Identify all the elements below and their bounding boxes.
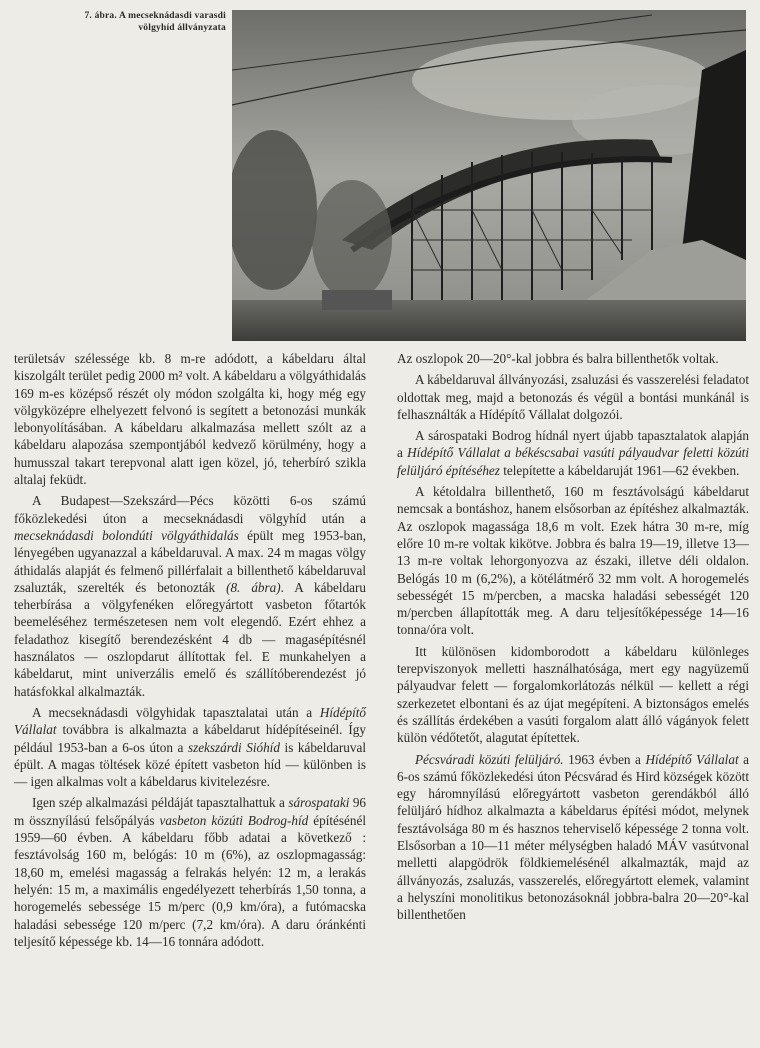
- paragraph: [397, 350, 749, 367]
- paragraph-text: épült meg 1953-ban, lényegében ugyanazzal a kábeldaruval. A max. 24 m magas völgy áthidalás alapját és felmenő pillérfalait a billenthető kábeldaruval zsaluzták, szerelték és betonozták: [14, 527, 366, 595]
- paragraph-text: A kétoldalra billenthető, 160 m fesztávolságú kábeldarut nemcsak a bontáshoz, hanem elsősorban az építéshez alkalmazták. Az oszlopok magassága 18,6 m volt. Ezek hátra 30 m-re, míg előre 10 m-re voltak kikötve. Jobbra és balra 19—19, illetve 13—13 m-re voltak lehorgonyozva az északi, illetve déli oldalon. Belógás 10 m (6,2%), a kötélátmérő 32 mm volt. A horogemelés sebességét 15 m/percben, a macska haladási sebességét 120 m/percben állapították meg. A daru teljesítőképessége 14—16 tonna/óra volt.: [397, 484, 749, 638]
- paragraph: [14, 794, 366, 950]
- figure-caption: [14, 10, 226, 34]
- paragraph: [397, 751, 749, 924]
- paragraph-text: építésénél 1959—60 évben. A kábeldaru főbb adatai a következő : fesztávolság 160 m, belógás: 10 m (6%), az oszlopmagasság: 18,60 m, emelési magasság a felrakás helyén: 12 m, a lerakás helyén: 15 m, a maximális engedélyezett teherbírás 1,50 tonna, a horogemelés sebessége 15 m/perc (0,9 km/óra), a futómacska haladási sebessége 120 m/perc (7,2 km/óra). A daru óránkénti teljesítő képessége kb. 14—16 tonnára adódott.: [14, 812, 367, 949]
- italic-term: vasbeton közúti Bodrog-híd: [159, 812, 309, 828]
- figure-reference: (8. ábra): [226, 579, 281, 595]
- paragraph: [14, 492, 366, 700]
- paragraph: [14, 350, 366, 488]
- paragraph-text: is kábeldaruval épült. A magas töltések közé épített vasbeton híd — különben is — igen alkalmas volt a kábeldarus kivitelezésre.: [14, 739, 366, 790]
- paragraph-text: továbbra is alkalmazta a kábeldarut hídépítéseinél. Így például 1953-ban a 6-os úton a: [14, 722, 366, 755]
- paragraph-text: Itt különösen kidomborodott a kábeldaru különleges terepviszonyok melletti használhatósága, mert egy nagyüzemű pályaudvar felett — forgalomkorlátozás nélkül — kellett a régi szerkezetet elbontani és az újat megépíteni. A biztonságos emelés és szállítás érdekében a vasúti forgalom alatt álló vágányok felett külön védőtetőt, alagutat építettek.: [397, 643, 749, 746]
- right-column: [397, 350, 749, 928]
- paragraph-text: Az oszlopok 20—20°-kal jobbra és balra billenthetők voltak.: [397, 351, 719, 366]
- paragraph-text: . A kábeldaru teherbírása a völgyfenéken előregyártott vasbeton főtartók beemeléséhez természetesen nem volt elegendő. Ezért ehhez a feladathoz kisegítő berendezésként 4 db — magasépítésnél használatos — oszlopdarut állítottak fel. E munkahelyen a kábeldarut, mint univerzális emelő és szállítóberendezést jó hatásfokkal alkalmazták.: [14, 579, 367, 699]
- paragraph-text: A kábeldaruval állványozási, zsaluzási és vasszerelési feladatot oldottak meg, majd a betonozás és végül a bontási munkánál is felhasználták a Hídépítő Vállalat dolgozói.: [397, 372, 749, 422]
- paragraph-text: A Budapest—Szekszárd—Pécs közötti 6-os számú főközlekedési úton a mecseknádasdi völgyhíd után a: [14, 493, 366, 526]
- paragraph-text: telepítette a kábeldaruját 1961—62 években.: [499, 462, 740, 478]
- paragraph-text: Igen szép alkalmazási példáját tapasztalhattuk a: [32, 795, 289, 811]
- paragraph: [14, 704, 366, 790]
- paragraph-text: A mecseknádasdi völgyhidak tapasztalatai után a: [32, 704, 320, 720]
- paragraph: [397, 643, 749, 747]
- left-column: [14, 350, 366, 954]
- italic-term: szekszárdi Sióhíd: [187, 739, 280, 755]
- caption-line-1: 7. ábra. A mecseknádasdi varasdi: [84, 11, 226, 21]
- paragraph-text: 96 m össznyílású felsőpályás: [14, 795, 366, 828]
- paragraph-text: A sárospataki Bodrog hídnál nyert újabb tapasztalatok alapján a: [397, 428, 749, 461]
- italic-term: Hídépítő Vállalat: [14, 704, 366, 738]
- paragraph-text: a 6-os számú főközlekedési úton Pécsvárad és Hird községek között egy háromnyílású előregyártott vasbeton gerendákból álló felüljáró hídhoz alkalmazta a kábeldarus építési módot, melynek fesztávolsága 80 m és hasznos teherviselő képessége 2 tonna volt. Elsősorban a 10—11 méter mélységben haladó MÁV vasútvonal melletti alapgödrök földkiemelésénél alkalmazták, majd az állványozás, zsaluzás, vasszerelés, előregyártott elemek, valamint a helyszíni monolitikus betonozásoknál jobbra-balra 20—20°-kal billenthetően: [397, 751, 749, 923]
- paragraph: [397, 483, 749, 639]
- italic-term: Hídépítő Vállalat a békéscsabai vasúti pályaudvar feletti közúti felüljáró építéséhez: [397, 445, 750, 478]
- italic-term: Hídépítő Vállalat: [645, 751, 739, 767]
- paragraph-text: területsáv szélessége kb. 8 m-re adódott, a kábeldaru által kiszolgált terület pedig 2000 m² volt. A kábeldaru a völgyáthidalás 169 m-es középső részét oly módon szolgálta ki, hogy még egy völgyközépre elhelyezett felvonó is segített a betonozási munkák lebonyolításában. A kábeldaru alkalmazása mellett szólt az a kábeldaru alapozása szempontjából kedvező körülmény, hogy a humusszal takart terepvonal alatt igen közel, jó, teherbíró szikla altalaj feküdt.: [14, 351, 366, 488]
- caption-line-2: völgyhíd állványzata: [138, 23, 226, 33]
- paragraph: [397, 371, 749, 423]
- italic-term: sárospataki: [288, 795, 350, 811]
- paragraph-text: 1963 évben a: [563, 751, 646, 767]
- bridge-scaffolding-photo: [232, 10, 746, 341]
- section-heading: Pécsváradi közúti felüljáró.: [415, 751, 564, 767]
- paragraph: [397, 427, 749, 479]
- italic-term: mecseknádasdi bolondúti völgyáthidalás: [14, 527, 239, 543]
